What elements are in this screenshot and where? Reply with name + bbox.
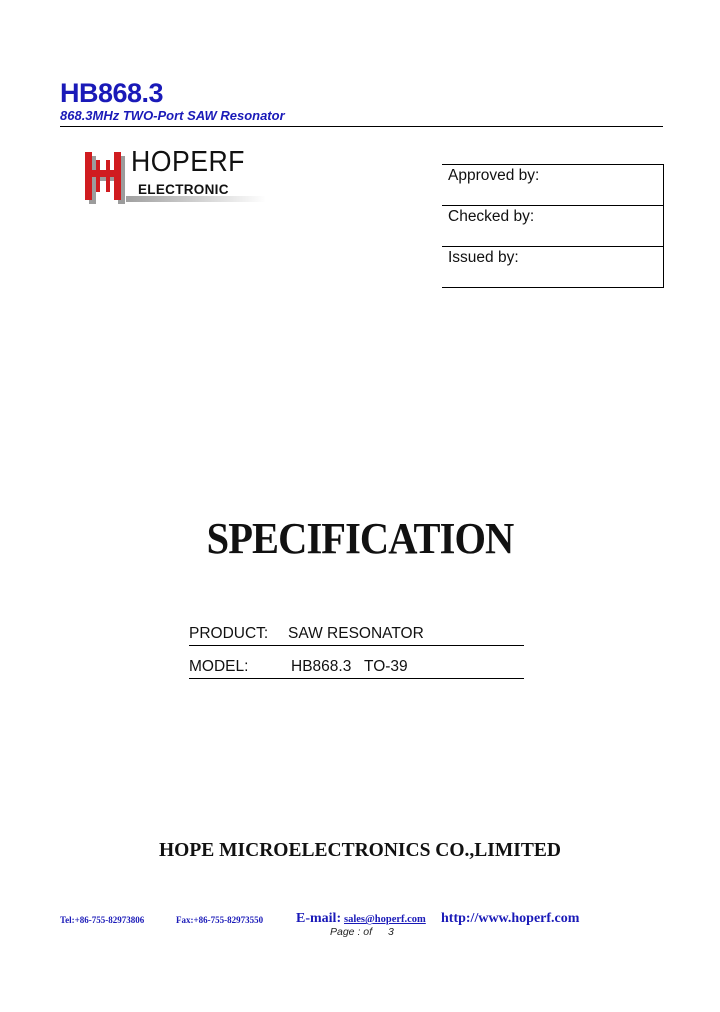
product-value: SAW RESONATOR [288, 625, 424, 642]
approved-by-label: Approved by: [448, 167, 540, 184]
model-label: MODEL: [189, 658, 249, 675]
product-subtitle: 868.3MHz TWO-Port SAW Resonator [60, 108, 285, 123]
phone-number: Tel:+86-755-82973806 [60, 915, 145, 925]
approved-by-cell [442, 165, 664, 206]
header-divider [60, 126, 663, 127]
page-indicator: Page : of [330, 926, 373, 938]
part-number: HB868.3 [60, 78, 164, 108]
company-name: HOPE MICROELECTRONICS CO.,LIMITED [159, 840, 561, 861]
fax-number: Fax:+86-755-82973550 [176, 915, 264, 925]
approval-row [442, 165, 664, 206]
checked-by-cell [442, 206, 664, 247]
approval-row [442, 247, 664, 288]
logo-subtext: ELECTRONIC [138, 182, 229, 197]
email-link[interactable]: sales@hoperf.com [344, 914, 426, 925]
page-total: 3 [388, 926, 394, 938]
logo-h-mark [85, 152, 121, 200]
checked-by-label: Checked by: [448, 208, 535, 225]
approval-table [442, 164, 664, 288]
model-value: HB868.3 [291, 658, 352, 675]
document-title: SPECIFICATION [206, 514, 514, 563]
approval-row [442, 206, 664, 247]
website-link[interactable]: http://www.hoperf.com [441, 911, 580, 926]
issued-by-label: Issued by: [448, 249, 519, 266]
logo-wordmark: HOPERF [131, 146, 245, 178]
email-label: E-mail: [296, 911, 342, 926]
product-label: PRODUCT: [189, 625, 269, 642]
product-field [189, 623, 524, 646]
model-field [189, 656, 524, 679]
model-package: TO-39 [364, 658, 408, 675]
issued-by-cell [442, 247, 664, 288]
